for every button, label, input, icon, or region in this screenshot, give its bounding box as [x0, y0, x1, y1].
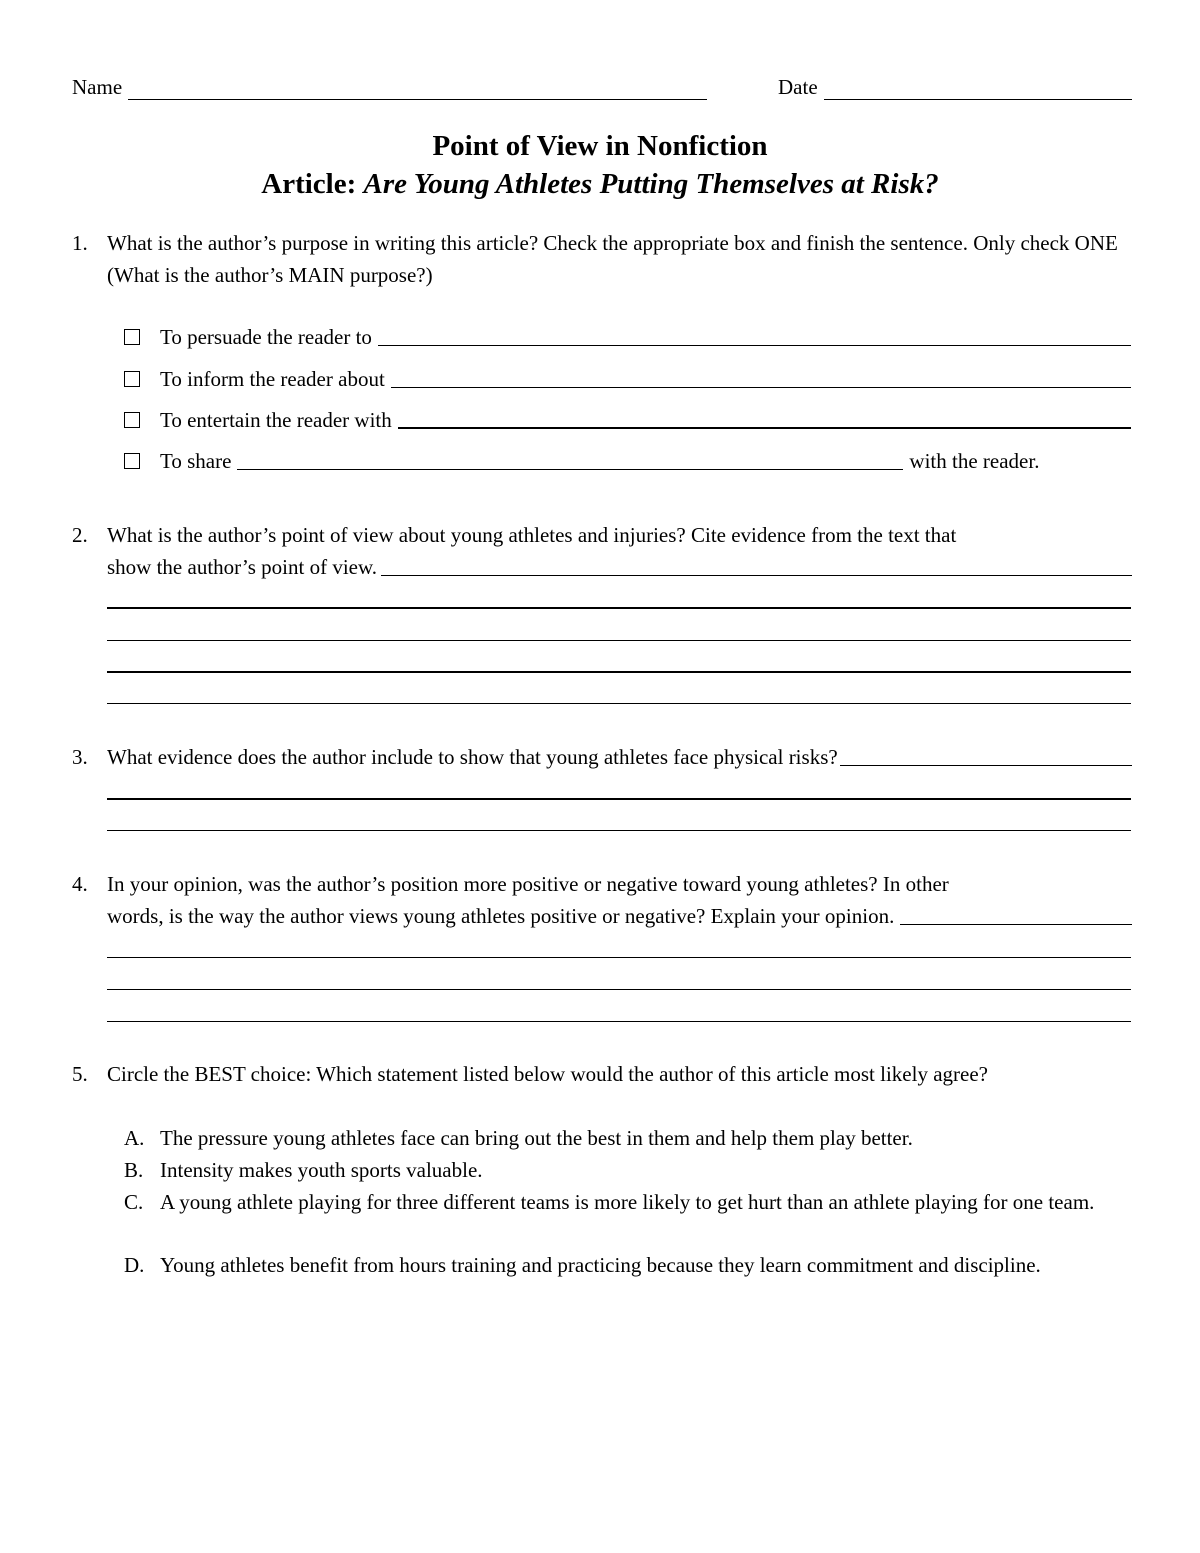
choice-text: A young athlete playing for three different teams is more likely to get hurt than an athlete playing for one team. [160, 1190, 1095, 1214]
question-1 [72, 227, 1132, 291]
header-row [72, 72, 1132, 100]
question-number: 3. [72, 745, 88, 769]
answer-line[interactable] [107, 989, 1131, 990]
question-4 [72, 868, 1132, 932]
question-text-line-2: words, is the way the author views young athletes positive or negative? Explain your opinion. [107, 904, 895, 928]
answer-line[interactable] [107, 671, 1131, 673]
answer-blank[interactable] [398, 407, 1131, 429]
choice-d[interactable] [124, 1249, 1124, 1313]
name-field [72, 72, 707, 100]
question-body [107, 519, 1132, 583]
option-label: To entertain the reader with [160, 408, 392, 432]
question-text: What is the author’s purpose in writing this article? Check the appropriate box and finish the sentence. Only check ONE (What is the author’s MAIN purpose?) [107, 231, 1118, 287]
option-inform [124, 364, 1131, 394]
option-share [124, 446, 1131, 476]
answer-line[interactable] [107, 607, 1131, 609]
question-number: 5. [72, 1062, 88, 1086]
checkbox[interactable] [124, 329, 140, 345]
answer-line[interactable] [107, 957, 1131, 958]
checkbox[interactable] [124, 412, 140, 428]
choice-b[interactable] [124, 1154, 1124, 1186]
answer-blank[interactable] [237, 449, 903, 470]
option-label: To inform the reader about [160, 367, 385, 391]
question-line-2 [107, 551, 1132, 583]
answer-blank[interactable] [391, 367, 1131, 388]
answer-line[interactable] [107, 830, 1131, 831]
name-blank[interactable] [128, 77, 707, 100]
question-line-2 [107, 900, 1132, 932]
question-body [107, 868, 1132, 932]
answer-blank[interactable] [900, 902, 1132, 925]
answer-line[interactable] [107, 1021, 1131, 1022]
answer-blank[interactable] [840, 743, 1132, 766]
question-number: 1. [72, 231, 88, 255]
checkbox[interactable] [124, 371, 140, 387]
choice-text: Young athletes benefit from hours training and practicing because they learn commitment and discipline. [160, 1253, 1041, 1277]
choice-letter: A. [124, 1126, 145, 1150]
question-body [107, 741, 1132, 773]
option-entertain [124, 405, 1131, 435]
question-number: 2. [72, 523, 88, 547]
question-text: What evidence does the author include to show that young athletes face physical risks? [107, 745, 838, 769]
article-subtitle [0, 166, 1200, 202]
question-text: Circle the BEST choice: Which statement listed below would the author of this article most likely agree? [107, 1062, 988, 1086]
answer-line[interactable] [107, 703, 1131, 704]
option-tail: with the reader. [909, 449, 1040, 473]
name-label: Name [72, 75, 123, 99]
option-label: To persuade the reader to [160, 325, 372, 349]
question-3 [72, 741, 1132, 773]
question-5 [72, 1058, 1132, 1122]
option-persuade [124, 322, 1131, 352]
option-label: To share [160, 449, 232, 473]
question-2 [72, 519, 1132, 583]
answer-line[interactable] [107, 640, 1131, 641]
question-number: 4. [72, 872, 88, 896]
answer-blank[interactable] [378, 325, 1131, 346]
answer-line[interactable] [107, 798, 1131, 800]
choice-letter: B. [124, 1158, 144, 1182]
answer-blank[interactable] [381, 553, 1132, 576]
choice-letter: C. [124, 1190, 144, 1214]
date-field [778, 72, 1132, 100]
date-blank[interactable] [824, 77, 1132, 100]
article-title: Are Young Athletes Putting Themselves at Risk? [363, 168, 939, 200]
question-text-line-1: What is the author’s point of view about young athletes and injuries? Cite evidence from the text that [107, 523, 957, 547]
choice-c[interactable] [124, 1186, 1124, 1250]
date-label: Date [778, 75, 818, 99]
choice-a[interactable] [124, 1122, 1124, 1154]
choice-letter: D. [124, 1253, 145, 1277]
question-text-line-2: show the author’s point of view. [107, 555, 378, 579]
choice-text: The pressure young athletes face can bring out the best in them and help them play better. [160, 1126, 913, 1150]
question-text-line-1: In your opinion, was the author’s position more positive or negative toward young athletes? In other [107, 872, 949, 896]
subtitle-prefix: Article: [261, 168, 364, 200]
page-title: Point of View in Nonfiction [432, 130, 768, 162]
choice-text: Intensity makes youth sports valuable. [160, 1158, 483, 1182]
checkbox[interactable] [124, 453, 140, 469]
